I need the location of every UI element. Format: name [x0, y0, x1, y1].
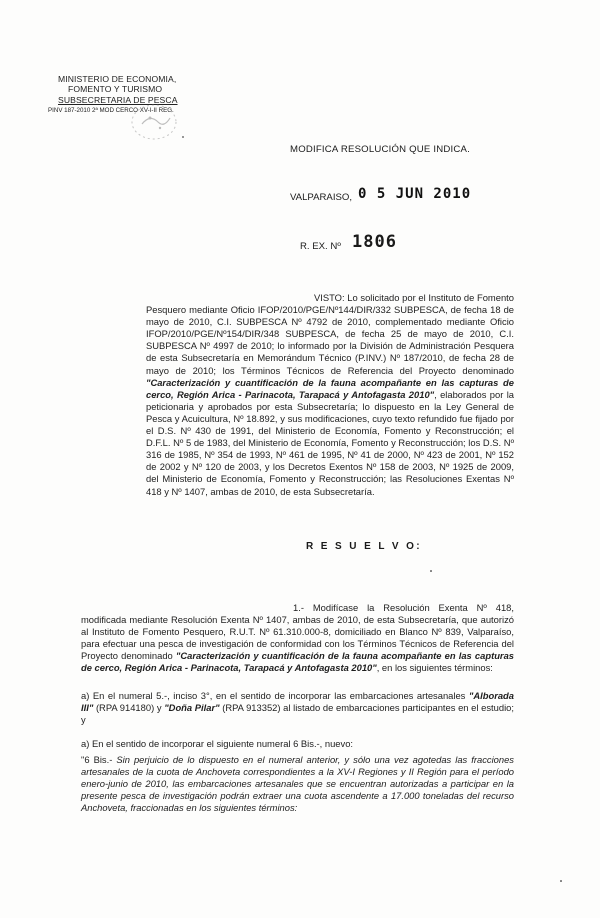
header-reference: PINV 187-2010 2ª MOD CERCO XV-I-II REG. — [48, 107, 174, 114]
faint-stamp-seal — [124, 100, 188, 146]
item-a-new-numeral: a) En el sentido de incorporar el siguiente numeral 6 Bis.-, nuevo: — [81, 738, 354, 749]
scan-speck — [182, 136, 184, 138]
resuelvo-heading: R E S U E L V O: — [306, 541, 423, 552]
place-label: VALPARAISO, — [290, 192, 353, 203]
numeral-6bis-paragraph: "6 Bis.- Sin perjuicio de lo dispuesto en el numeral anterior, y sólo una vez agotedas las fracciones artesanales de la cuota de Anchoveta correspondientes a la XV-I Regiones y II Región para el período enero-junio de 2010, las embarcaciones artesanales que se encuentran autorizadas a participar en la presente pesca de investigación podrán extraer una cuota ascendente a 17.000 toneladas del recurso Anchoveta, fraccionadas en los siguientes términos: — [81, 754, 514, 814]
project-name: "Caracterización y cuantificación de la fauna acompañante en las capturas de cerco, Región Arica - Parinacota, Tarapacá y Antofagasta 2010" — [146, 376, 514, 400]
header-ministry-sub: FOMENTO Y TURISMO — [68, 84, 163, 94]
scan-speck — [560, 880, 562, 882]
boat-name: "Doña Pilar" — [164, 702, 220, 714]
resolution-number: 1806 — [352, 232, 397, 252]
resolution-label: R. EX. Nº — [300, 241, 341, 252]
item-a-boats-paragraph: a) En el numeral 5.-, inciso 3°, en el sentido de incorporar las embarcaciones artesanales "Alborada III" (RPA 914180) y "Doña Pilar" (RPA 913352) al listado de embarcaciones participantes en el estudio; y — [81, 690, 514, 726]
header-subsecretaria: SUBSECRETARIA DE PESCA — [58, 95, 178, 105]
item-1-paragraph: 1.- Modifícase la Resolución Exenta Nº 418, modificada mediante Resolución Exenta Nº 1407, ambas de 2010, de esta Subsecretaría, que autorizó al Instituto de Fomento Pesquero, R.U.T. Nº 61.310.000-8, domiciliado en Blanco Nº 839, Valparaíso, para efectuar una pesca de investigación de conformidad con los Términos Técnicos de Referencia del Proyecto denominado "Caracterización y cuantificación de la fauna acompañante en las capturas de cerco, Región Arica - Parinacota, Tarapacá y Antofagasta 2010", en los siguientes términos: — [81, 602, 514, 674]
document-title: MODIFICA RESOLUCIÓN QUE INDICA. — [290, 144, 470, 155]
project-name: "Caracterización y cuantificación de la fauna acompañante en las capturas de cerco, Región Arica - Parinacota, Tarapacá y Antofagasta 2010" — [81, 650, 514, 674]
boat-name: "Alborada III" — [81, 690, 514, 714]
visto-paragraph: VISTO: Lo solicitado por el Instituto de Fomento Pesquero mediante Oficio IFOP/2010/PGE/Nº144/DIR/332 SUBPESCA, de fecha 18 de mayo de 2010, C.I. SUBPESCA Nº 4792 de 2010, complementado mediante Oficio IFOP/2010/PGE/Nº154/DIR/348 SUBPESCA, de fecha 25 de mayo de 2010, C.I. SUBPESCA Nº 4997 de 2010; lo informado por la División de Administración Pesquera de esta Subsecretaría en Memorándum Técnico (P.INV.) Nº 187/2010, de fecha 28 de mayo de 2010; los Términos Técnicos de Referencia del Proyecto denominado "Caracterización y cuantificación de la fauna acompañante en las capturas de cerco, Región Arica - Parinacota, Tarapacá y Antofagasta 2010", elaborados por la peticionaria y aprobados por esta Subsecretaría; lo dispuesto en la Ley General de Pesca y Acuicultura, Nº 18.892, y sus modificaciones, cuyo texto refundido fue fijado por el D.S. Nº 430 de 1991, del Ministerio de Economía, Fomento y Reconstrucción; el D.F.L. Nº 5 de 1983, del Ministerio de Economía, Fomento y Reconstrucción; los D.S. Nº 316 de 1985, Nº 354 de 1993, Nº 461 de 1995, Nº 41 de 2000, Nº 423 de 2001, Nº 152 de 2002 y Nº 120 de 2003, y los Decretos Exentos Nº 158 de 2003, Nº 1925 de 2009, del Ministerio de Economía, Fomento y Reconstrucción; las Resoluciones Exentas Nº 418 y Nº 1407, ambas de 2010, de esta Subsecretaría. — [146, 292, 514, 497]
scan-speck — [430, 570, 432, 572]
visto-label: VISTO: — [314, 292, 345, 303]
date-stamp: 0 5 JUN 2010 — [358, 186, 472, 202]
header-ministry: MINISTERIO DE ECONOMIA, — [58, 74, 177, 84]
